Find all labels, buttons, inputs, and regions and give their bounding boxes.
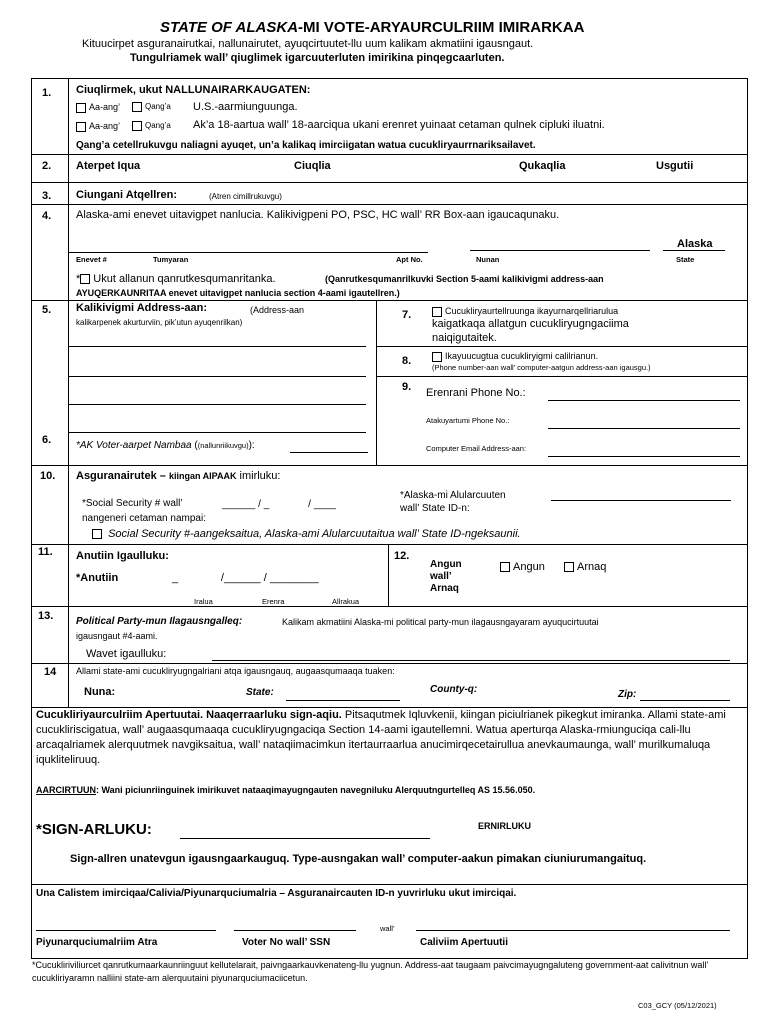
- checkbox-icon: [132, 121, 142, 131]
- checkbox-icon: [80, 274, 90, 284]
- dob-label: Anutiin Igaulluku:: [76, 550, 169, 562]
- citizen-no[interactable]: Qang’a: [132, 102, 171, 112]
- dl-label: *Alaska-mi Alularcuuten: [400, 490, 506, 501]
- affirmation-warning: AARCIRTUUN: Wani piciunriinguinek imirikuvet nataaqimayugngauten navegniluku Alerquutngurtelleq AS 15.56.050.: [36, 785, 536, 795]
- mailing-address-label: Kalikivigmi Address-aan:: [76, 302, 208, 314]
- no-residence-check[interactable]: * Ukut allanun qanrutkesqumanritanka.: [76, 273, 276, 285]
- citizen-yes[interactable]: Aa-ang’: [76, 102, 120, 113]
- id-heading: Asguranairutek – kiingan AIPAAK imirluku:: [76, 470, 281, 482]
- checkbox-icon: [92, 529, 102, 539]
- residence-instruction: Alaska-ami enevet uitavigpet nanlucia. Kalikivigpeni PO, PSC, HC wall’ RR Box-aan igaucaqunaku.: [76, 209, 560, 221]
- middle-name-label: Qukaqlia: [519, 160, 566, 172]
- form-border: [31, 78, 748, 708]
- ssn-label: *Social Security # wall’: [82, 498, 183, 509]
- checkbox-icon: [432, 352, 442, 362]
- poll-worker-check[interactable]: Ikayuucugtua cucukliryigmi calilrianun.: [432, 351, 598, 362]
- age-yes[interactable]: Aa-ang’: [76, 121, 120, 132]
- last-name-label: Aterpet Iqua: [76, 160, 141, 172]
- suffix-label: Usgutii: [656, 160, 694, 172]
- form-subtitle: Kituucirpet asguranairutkai, nallunairutet, ayuqcirtuutet-llu uum kalikam akmatiini igausngaut.: [82, 38, 534, 50]
- disability-check[interactable]: Cucukliryaurtellruunga ikayurnarqellriarulua: [432, 306, 618, 317]
- signature-label: *SIGN-ARLUKU:: [36, 821, 152, 838]
- party-heading: Political Party-mun Ilagausngalleq:: [76, 616, 243, 627]
- first-name-label: Ciuqlia: [294, 160, 331, 172]
- former-name-label: Ciungani Atqellren:: [76, 189, 178, 201]
- date-label: ERNIRLUKU: [478, 821, 531, 831]
- dob-field[interactable]: _ /______ / ________: [172, 572, 319, 584]
- alt-phone-label: Atakuyartumi Phone No.:: [426, 416, 510, 425]
- citizen-statement: U.S.-aarmiunguunga.: [193, 101, 298, 113]
- party-other-label: Wavet igaulluku:: [86, 648, 167, 660]
- checkbox-icon: [500, 562, 510, 572]
- checkbox-icon: [132, 102, 142, 112]
- dob-field-label: *Anutiin: [76, 572, 119, 584]
- section-1-number: 1.: [42, 87, 52, 99]
- gender-male[interactable]: Angun: [500, 561, 545, 573]
- signature-note: Sign-allren unatevgun igausngaarkauguq. Type-ausngakan wall’ computer-aakun pimakan ciuniurumangaituq.: [70, 853, 647, 865]
- voter-number-label: *AK Voter-aarpet Nambaa ((nallunriikuvgu)):: [76, 440, 255, 451]
- form-instruction: Tungulriamek wall’ qiuglimek igarcuuterluten imirikina pinqegcaarluten.: [130, 52, 505, 64]
- affirmation-text: Cucukliriyaurculriim Apertuutai. Naaqerraarluku sign-aqiu. Pitsaqutmek Iqluvkenii, kiingan piciulrianek pikegkut imiranka. Allami state-ami cucukliriscigatua, wall’ augaasqumaaqa cucukliryugngaciqa Section 14-aami igautellemni. Watua aperturqa Alaska-rmiunguciqa cali-llu arcaqalriamek alerquutmek navgiksaitua, wall’ nataqiimacimkun itertaurraarlua anucimirqecetairullua anevkaumaunga, wall’ murilkumaluqa iqukliteliruuq.: [36, 709, 726, 766]
- ssn-field[interactable]: ______ / _ / ____: [222, 499, 336, 510]
- form-title: STATE OF ALASKA-MI VOTE-ARYAURCULRIIM IMIRARKAA: [160, 19, 585, 36]
- checkbox-icon: [76, 103, 86, 113]
- form-id: C03_GCY (05/12/2021): [638, 1001, 717, 1010]
- checkbox-icon: [564, 562, 574, 572]
- phone-label: Erenrani Phone No.:: [426, 387, 526, 399]
- signature-field[interactable]: [180, 838, 430, 839]
- state-value: Alaska: [677, 238, 713, 250]
- section-1-warning: Qang’a cetellrukuvgu naliagni ayuqet, un’a kalikaq imirciigatan watua cucukliryaurrnariksailavet.: [76, 140, 536, 151]
- section-1-heading: Ciuqlirmek, ukut NALLUNAIRARKAUGATEN:: [76, 84, 311, 96]
- age-statement: Ak’a 18-aartua wall’ 18-aarciqua ukani erenret yuinaat cetaman qulnek cipluki iluatni.: [193, 119, 605, 131]
- age-no[interactable]: Qang’a: [132, 121, 171, 131]
- gender-female[interactable]: Arnaq: [564, 561, 606, 573]
- checkbox-icon: [76, 122, 86, 132]
- email-label: Computer Email Address-aan:: [426, 444, 527, 453]
- no-id-check[interactable]: Social Security #-aangeksaitua, Alaska-ami Alularcuutaitua wall’ State ID-ngeksaunii.: [92, 528, 521, 540]
- official-heading: Una Calistem imirciqaa/Calivia/Piyunarquciumalria – Asguranaircauten ID-n yuvrirluku ukut imirciqai.: [36, 888, 517, 899]
- checkbox-icon: [432, 307, 442, 317]
- prior-registration-label: Allami state-ami cucukliryugngalriani atqa igausngauq, augaasqumaaqa tuaken:: [76, 666, 395, 676]
- footer-note: *Cucukliriviliurcet qanrutkumaarkaunriinguut kellutelarait, paivngaarkauvkenateng-llu yugnun. Address-aat taugaam paivcimayugngaluteng government-aat calivitnun wall’ cucukliriyaramn nalliini state-am alerquutaini piyunarquciumaciicetun.: [32, 960, 709, 983]
